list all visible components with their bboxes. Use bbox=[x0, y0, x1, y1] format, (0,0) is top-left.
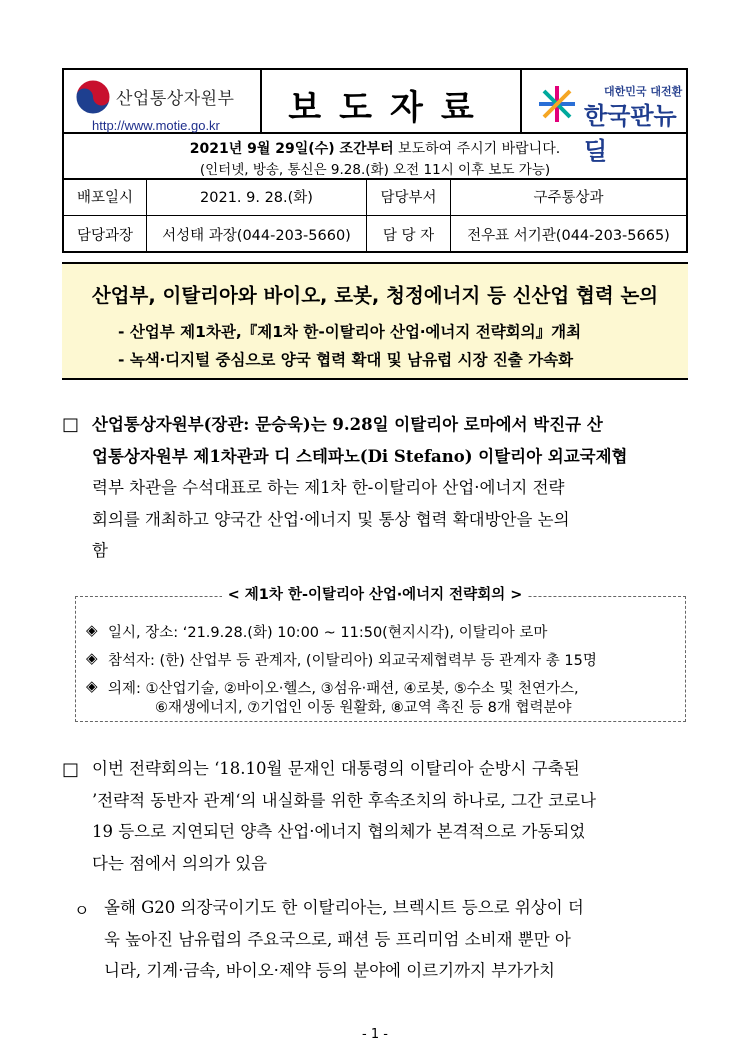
value-contact-person: 전우표 서기관(044-203-5665) bbox=[467, 228, 670, 244]
diamond-bullet-icon: ◈ bbox=[86, 649, 98, 667]
embargo-note: (인터넷, 방송, 통신은 9.28.(화) 오전 11시 이후 보도 가능) bbox=[199, 162, 551, 178]
bullet-square: □ bbox=[62, 759, 80, 780]
label-department: 담당부서 bbox=[380, 190, 437, 206]
embargo-notice bbox=[64, 138, 686, 158]
paragraph-line: 올해 G20 의장국이기도 한 이탈리아는, 브렉시트 등으로 위상이 더 bbox=[104, 898, 584, 917]
value-distribution-date: 2021. 9. 28.(화) bbox=[200, 190, 313, 206]
headline-subtitle-2: - 녹색‧디지털 중심으로 양국 협력 확대 및 남유럽 시장 진출 가속화 bbox=[118, 351, 574, 369]
embargo-text: 보도하여 주시기 바랍니다. bbox=[393, 141, 561, 157]
paragraph-line: ’전략적 동반자 관계‘의 내실화를 위한 후속조치의 하나로, 그간 코로나 bbox=[92, 790, 596, 810]
headline-subtitle-1: - 산업부 제1차관,『제1차 한-이탈리아 산업‧에너지 전략회의』개최 bbox=[118, 323, 582, 341]
embargo-date: 2021년 9월 29일(수) 조간부터 bbox=[189, 141, 394, 157]
paragraph-line: 산업통상자원부(장관: 문승욱)는 9.28일 이탈리아 로마에서 박진규 산 bbox=[92, 415, 603, 434]
header-divider bbox=[520, 70, 522, 132]
meeting-info-agenda-cont: ⑥재생에너지, ⑦기업인 이동 원활화, ⑧교역 촉진 등 8개 협력분야 bbox=[155, 700, 572, 716]
paragraph-line: 욱 높아진 남유럽의 주요국으로, 패션 등 프리미엄 소비재 뿐만 아 bbox=[104, 929, 571, 949]
value-department: 구주통상과 bbox=[533, 190, 604, 206]
header-divider bbox=[260, 70, 262, 132]
meeting-info-attendees: 참석자: (한) 산업부 등 관계자, (이탈리아) 외교국제협력부 등 관계자 총 15명 bbox=[108, 653, 597, 669]
header-rule bbox=[64, 178, 686, 180]
page-number: - 1 - bbox=[362, 1027, 388, 1042]
paragraph-line: 함 bbox=[92, 541, 108, 560]
taeguk-logo-icon bbox=[74, 78, 112, 116]
meeting-info-title bbox=[0, 583, 750, 604]
paragraph-line: 업통상자원부 제1차관과 디 스테파노(Di Stefano) 이탈리아 외교국제협 bbox=[92, 446, 628, 466]
paragraph-line: 다는 점에서 의의가 있음 bbox=[92, 853, 268, 873]
new-deal-logo-icon bbox=[536, 84, 578, 124]
ministry-name: 산업통상자원부 bbox=[116, 89, 235, 109]
paragraph-2 bbox=[92, 753, 692, 879]
ministry-url[interactable]: http://www.motie.go.kr bbox=[92, 118, 220, 133]
value-director: 서성태 과장(044-203-5660) bbox=[162, 228, 351, 244]
paragraph-line: 이번 전략회의는 ‘18.10월 문재인 대통령의 이탈리아 순방시 구축된 bbox=[92, 759, 580, 778]
headline-box bbox=[62, 262, 688, 380]
label-contact-person: 담 당 자 bbox=[382, 228, 435, 244]
bullet-circle: ㅇ bbox=[74, 901, 90, 920]
brand-tagline: 대한민국 대전환 bbox=[604, 85, 683, 98]
diamond-bullet-icon: ◈ bbox=[86, 621, 98, 639]
paragraph-3 bbox=[104, 892, 690, 987]
meeting-info-date: 일시, 장소: ‘21.9.28.(화) 10:00 ~ 11:50(현지시각), 이탈리아 로마 bbox=[108, 625, 548, 641]
paragraph-line: 회의를 개최하고 양국간 산업·에너지 및 통상 협력 확대방안을 논의 bbox=[92, 509, 570, 529]
diamond-bullet-icon: ◈ bbox=[86, 677, 98, 695]
label-director: 담당과장 bbox=[76, 228, 134, 244]
headline-title: 산업부, 이탈리아와 바이오, 로봇, 청정에너지 등 신산업 협력 논의 bbox=[91, 284, 659, 307]
header-rule bbox=[64, 215, 686, 216]
bullet-square: □ bbox=[62, 414, 80, 435]
doc-type-title: 보도자료 bbox=[288, 88, 492, 128]
paragraph-line: 니라, 기계·금속, 바이오·제약 등의 분야에 이르기까지 부가가치 bbox=[104, 961, 555, 980]
label-distribution-date: 배포일시 bbox=[76, 190, 134, 206]
paragraph-line: 19 등으로 지연되던 양측 산업·에너지 협의체가 본격적으로 가동되었 bbox=[92, 822, 586, 841]
brand-name: 한국판뉴딜 bbox=[584, 102, 677, 165]
meeting-info-title-text: < 제1차 한-이탈리아 산업‧에너지 전략회의 > bbox=[222, 587, 529, 603]
paragraph-line: 력부 차관을 수석대표로 하는 제1차 한-이탈리아 산업·에너지 전략 bbox=[92, 478, 565, 497]
meeting-info-agenda: 의제: ①산업기술, ②바이오‧헬스, ③섬유‧패션, ④로봇, ⑤수소 및 천연가스, bbox=[108, 681, 579, 697]
paragraph-1 bbox=[92, 409, 692, 567]
press-release-header bbox=[62, 68, 688, 253]
